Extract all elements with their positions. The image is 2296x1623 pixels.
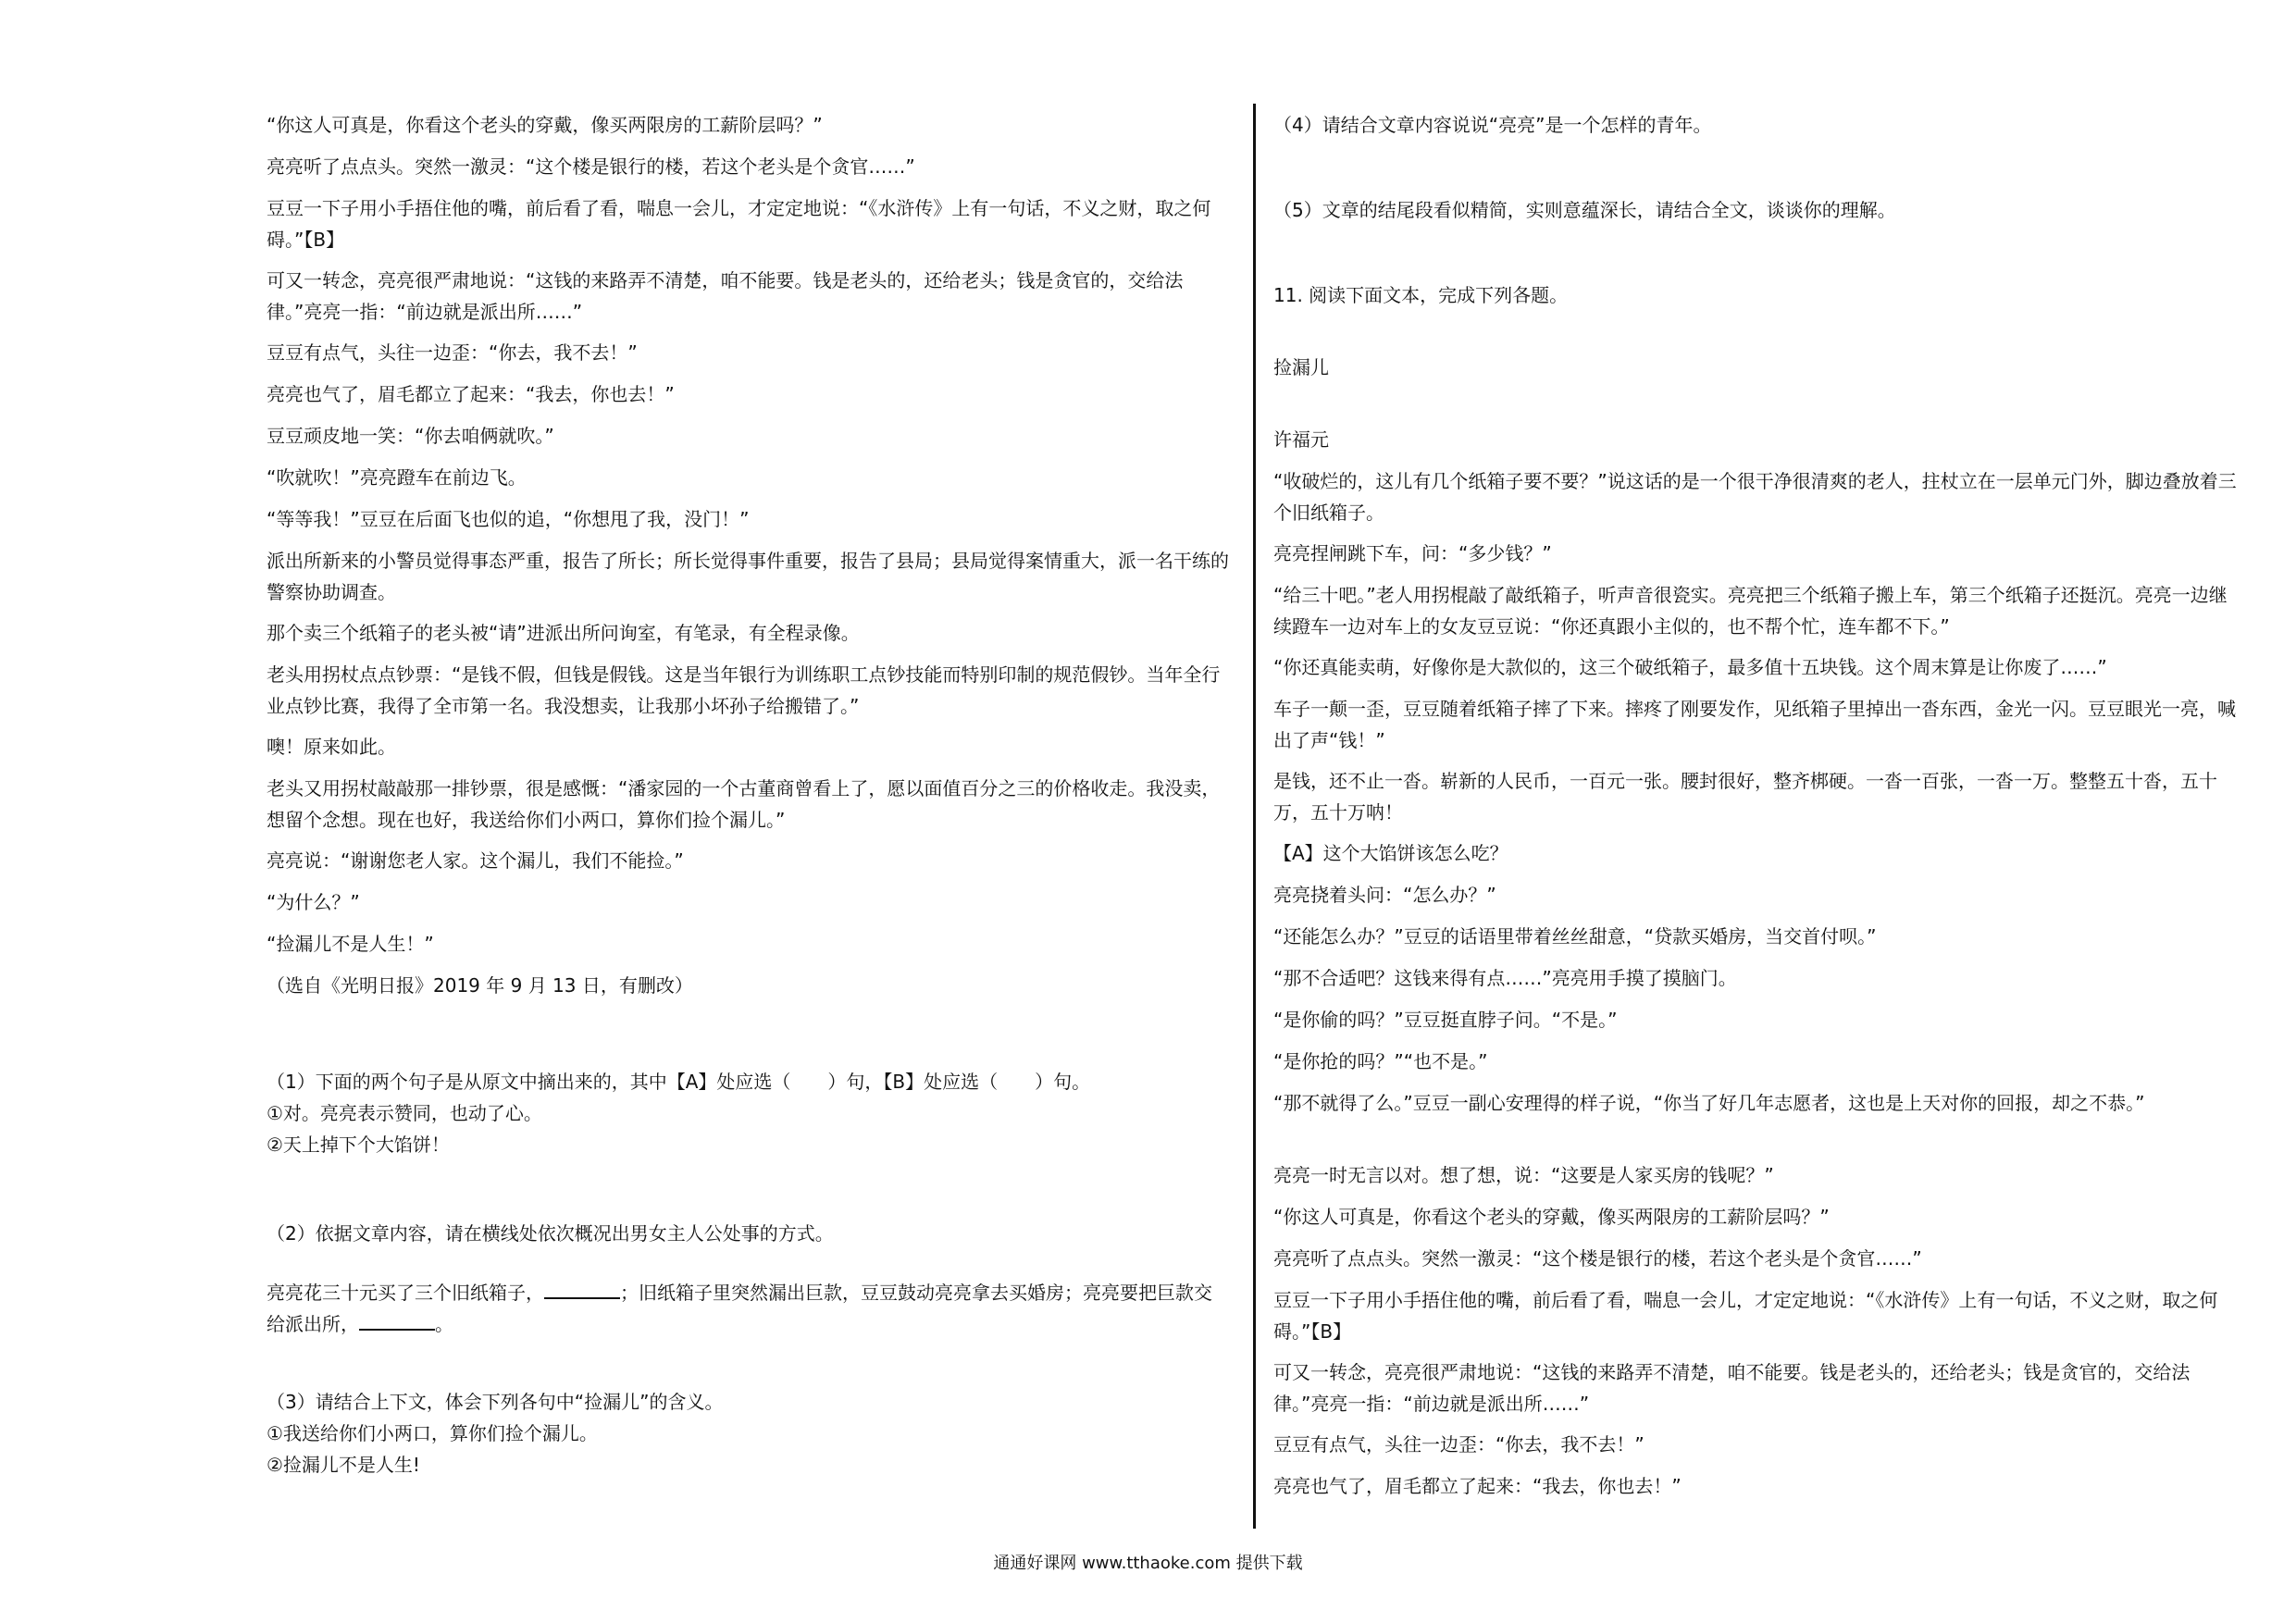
paragraph: 亮亮捏闸跳下车，问：“多少钱？” [1273,542,1552,564]
paragraph: 车子一颠一歪，豆豆随着纸箱子摔了下来。摔疼了刚要发作，见纸箱子里掉出一沓东西，金光一闪。豆豆眼光一亮，喊出了声“钱！” [1273,698,2236,751]
paragraph: 可又一转念，亮亮很严肃地说：“这钱的来路弄不清楚，咱不能要。钱是老头的，还给老头；钱是贪官的，交给法律。”亮亮一指：“前边就是派出所……” [267,269,1184,323]
passage-title: 捡漏儿 [1273,356,1329,378]
paragraph: 亮亮一时无言以对。想了想，说：“这要是人家买房的钱呢？” [1273,1164,1774,1186]
paragraph: 是钱，还不止一沓。崭新的人民币，一百元一张。腰封很好，整齐梆硬。一沓一百张，一沓一万。整整五十沓，五十万，五十万呐！ [1273,770,2217,824]
question-5: （5）文章的结尾段看似精简，实则意蕴深长，请结合全文，谈谈你的理解。 [1273,199,1896,221]
fill-text: ；旧纸箱子里突然漏出巨款，豆豆鼓动亮亮拿去买婚房；亮亮要把巨款交给派出所， [267,1282,1212,1335]
question-3: （3）请结合上下文，体会下列各句中“捡漏儿”的含义。 [267,1391,724,1413]
paragraph: “你还真能卖萌，好像你是大款似的，这三个破纸箱子，最多值十五块钱。这个周末算是让你废了……” [1273,656,2107,678]
paragraph: 豆豆顽皮地一笑：“你去咱俩就吹。” [267,425,554,447]
question-1-option-1: ①对。亮亮表示赞同，也动了心。 [267,1102,542,1124]
paragraph: “那不合适吧？这钱来得有点……”亮亮用手摸了摸脑门。 [1273,967,1737,989]
answer-blank[interactable] [359,1310,435,1331]
paragraph: 亮亮说：“谢谢您老人家。这个漏儿，我们不能捡。” [267,849,684,872]
question-1-option-2: ②天上掉下个大馅饼！ [267,1134,450,1156]
footer-credit: 通通好课网 www.tthaoke.com 提供下载 [993,1554,1303,1573]
question-4: （4）请结合文章内容说说“亮亮”是一个怎样的青年。 [1273,114,1712,136]
paragraph: “是你偷的吗？”豆豆挺直脖子问。“不是。” [1273,1009,1618,1031]
paragraph: 亮亮听了点点头。突然一激灵：“这个楼是银行的楼，若这个老头是个贪官……” [1273,1247,1922,1270]
paragraph: 亮亮听了点点头。突然一激灵：“这个楼是银行的楼，若这个老头是个贪官……” [267,155,915,178]
column-divider [1253,104,1256,1529]
question-2: （2）依据文章内容，请在横线处依次概况出男女主人公处事的方式。 [267,1222,834,1245]
paragraph: 豆豆有点气，头往一边歪：“你去，我不去！” [1273,1433,1644,1456]
answer-blank[interactable] [544,1279,620,1299]
question-1: （1）下面的两个句子是从原文中摘出来的，其中【A】处应选（ ）句，【B】处应选（ ）句。 [267,1071,1091,1093]
paragraph: “为什么？” [267,891,360,913]
paragraph: “那不就得了么。”豆豆一副心安理得的样子说，“你当了好几年志愿者，这也是上天对你的回报，却之不恭。” [1273,1092,2145,1114]
paragraph: “吹就吹！”亮亮蹬车在前边飞。 [267,466,527,489]
question-11: 11. 阅读下面文本，完成下列各题。 [1273,284,1569,306]
paragraph: 老头用拐杖点点钞票：“是钱不假，但钱是假钱。这是当年银行为训练职工点钞技能而特别印制的规范假钞。当年全行业点钞比赛，我得了全市第一名。我没想卖，让我那小坏孙子给搬错了。” [267,663,1221,717]
paragraph: “收破烂的，这儿有几个纸箱子要不要？”说这话的是一个很干净很清爽的老人，拄杖立在一层单元门外，脚边叠放着三个旧纸箱子。 [1273,470,2237,524]
fill-text: 。 [435,1313,453,1335]
source-note: （选自《光明日报》2019 年 9 月 13 日，有删改） [267,974,693,997]
passage-author: 许福元 [1273,428,1329,451]
paragraph: “你这人可真是，你看这个老头的穿戴，像买两限房的工薪阶层吗？” [1273,1206,1830,1228]
paragraph: 老头又用拐杖敲敲那一排钞票，很是感慨：“潘家园的一个古董商曾看上了，愿以面值百分之三的价格收走。我没卖，想留个念想。现在也好，我送给你们小两口，算你们捡个漏儿。” [267,777,1221,831]
paragraph: “给三十吧。”老人用拐棍敲了敲纸箱子，听声音很瓷实。亮亮把三个纸箱子搬上车，第三个纸箱子还挺沉。亮亮一边继续蹬车一边对车上的女友豆豆说：“你还真跟小主似的，也不帮个忙，连车都不下。” [1273,584,2228,638]
paragraph: “你这人可真是，你看这个老头的穿戴，像买两限房的工薪阶层吗？” [267,114,823,136]
paragraph: 亮亮挠着头问：“怎么办？” [1273,884,1496,906]
paragraph: 可又一转念，亮亮很严肃地说：“这钱的来路弄不清楚，咱不能要。钱是老头的，还给老头；钱是贪官的，交给法律。”亮亮一指：“前边就是派出所……” [1273,1361,2191,1415]
fill-text: 亮亮花三十元买了三个旧纸箱子， [267,1282,544,1304]
question-2-fill [267,1277,1229,1340]
paragraph: 亮亮也气了，眉毛都立了起来：“我去，你也去！” [267,383,675,405]
paragraph: 那个卖三个纸箱子的老头被“请”进派出所问询室，有笔录，有全程录像。 [267,622,860,644]
paragraph: 豆豆一下子用小手捂住他的嘴，前后看了看，喘息一会儿，才定定地说：“《水浒传》上有一句话，不义之财，取之何碍。”【B】 [1273,1289,2218,1343]
paragraph: “是你抢的吗？”“也不是。” [1273,1050,1488,1072]
paragraph: 派出所新来的小警员觉得事态严重，报告了所长；所长觉得事件重要，报告了县局；县局觉得案情重大，派一名干练的警察协助调查。 [267,550,1229,603]
question-3-item-1: ①我送给你们小两口，算你们捡个漏儿。 [267,1422,598,1444]
paragraph: 噢！原来如此。 [267,736,396,758]
paragraph: 豆豆有点气，头往一边歪：“你去，我不去！” [267,341,638,364]
paragraph: “还能怎么办？”豆豆的话语里带着丝丝甜意，“贷款买婚房，当交首付呗。” [1273,925,1877,948]
paragraph: 亮亮也气了，眉毛都立了起来：“我去，你也去！” [1273,1475,1682,1497]
paragraph: “等等我！”豆豆在后面飞也似的追，“你想甩了我，没门！” [267,508,750,530]
paragraph: “捡漏儿不是人生！” [267,933,434,955]
question-3-item-2: ②捡漏儿不是人生! [267,1454,420,1476]
paragraph: 豆豆一下子用小手捂住他的嘴，前后看了看，喘息一会儿，才定定地说：“《水浒传》上有一句话，不义之财，取之何碍。”【B】 [267,197,1211,251]
paragraph: 【A】这个大馅饼该怎么吃？ [1273,842,1508,864]
